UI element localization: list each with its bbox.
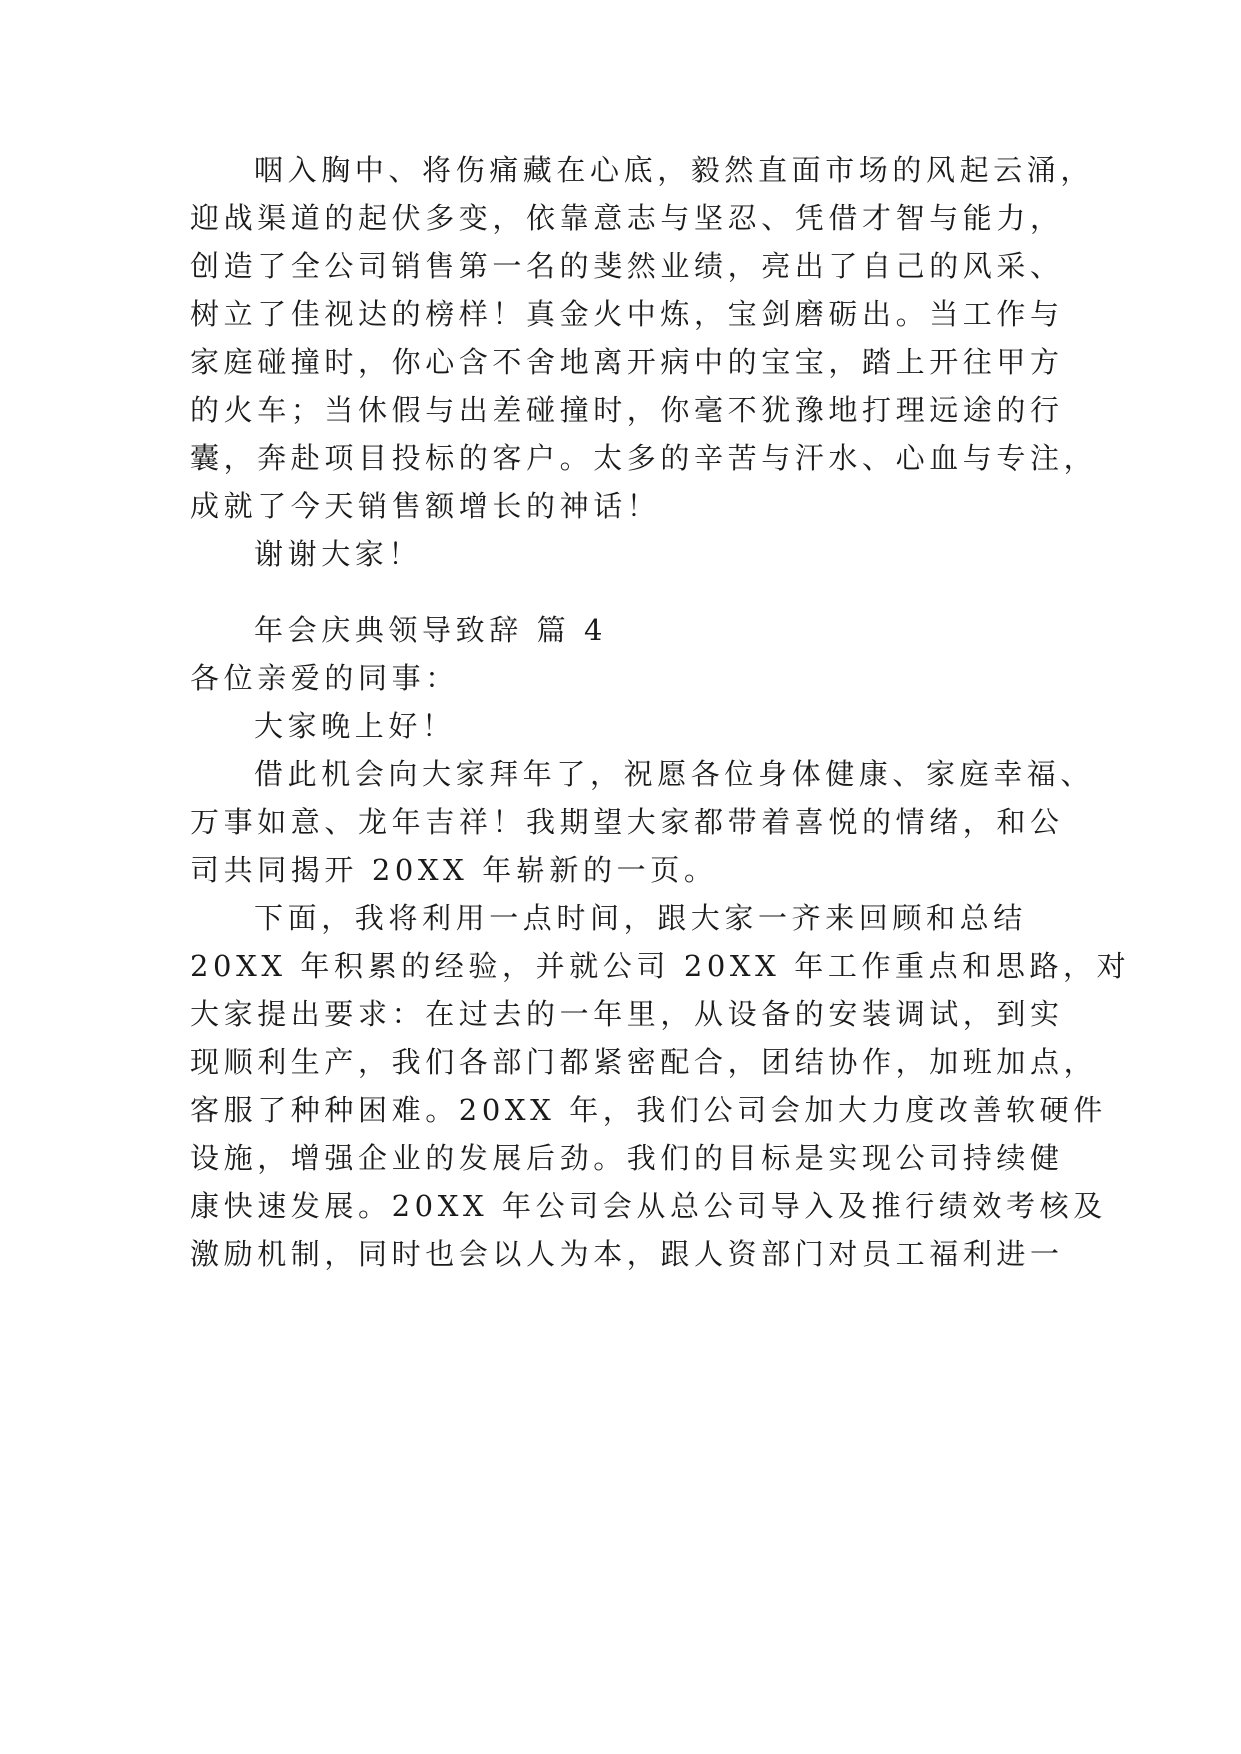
section-title: 年会庆典领导致辞 篇 4 <box>254 613 608 647</box>
paragraph-line: 树立了佳视达的榜样！真金火中炼，宝剑磨砺出。当工作与 <box>190 297 1064 331</box>
paragraph-line: 客服了种种困难。20XX 年，我们公司会加大力度改善软硬件 <box>190 1093 1107 1127</box>
paragraph-line: 大家提出要求：在过去的一年里，从设备的安装调试，到实 <box>190 997 1064 1031</box>
greeting: 大家晚上好！ <box>254 709 456 743</box>
paragraph-line: 借此机会向大家拜年了，祝愿各位身体健康、家庭幸福、 <box>254 757 1095 791</box>
paragraph-line: 现顺利生产，我们各部门都紧密配合，团结协作，加班加点， <box>190 1045 1098 1079</box>
salutation: 各位亲爱的同事： <box>190 661 459 695</box>
paragraph-line: 的火车；当休假与出差碰撞时，你毫不犹豫地打理远途的行 <box>190 393 1064 427</box>
paragraph-line: 万事如意、龙年吉祥！我期望大家都带着喜悦的情绪，和公 <box>190 805 1064 839</box>
paragraph-line: 激励机制，同时也会以人为本，跟人资部门对员工福利进一 <box>190 1237 1064 1271</box>
paragraph-line: 司共同揭开 20XX 年崭新的一页。 <box>190 853 718 887</box>
paragraph-line: 咽入胸中、将伤痛藏在心底，毅然直面市场的风起云涌， <box>254 153 1095 187</box>
paragraph-line: 20XX 年积累的经验，并就公司 20XX 年工作重点和思路，对 <box>190 949 1131 983</box>
paragraph-line: 康快速发展。20XX 年公司会从总公司导入及推行绩效考核及 <box>190 1189 1107 1223</box>
paragraph-line: 囊，奔赴项目投标的客户。太多的辛苦与汗水、心血与专注， <box>190 441 1098 475</box>
paragraph-line: 设施，增强企业的发展后劲。我们的目标是实现公司持续健 <box>190 1141 1064 1175</box>
closing-thanks: 谢谢大家！ <box>254 537 423 571</box>
paragraph-line: 创造了全公司销售第一名的斐然业绩，亮出了自己的风采、 <box>190 249 1064 283</box>
paragraph-line: 成就了今天销售额增长的神话！ <box>190 489 661 523</box>
paragraph-line: 下面，我将利用一点时间，跟大家一齐来回顾和总结 <box>254 901 1027 935</box>
paragraph-line: 迎战渠道的起伏多变，依靠意志与坚忍、凭借才智与能力， <box>190 201 1064 235</box>
paragraph-line: 家庭碰撞时，你心含不舍地离开病中的宝宝，踏上开往甲方 <box>190 345 1064 379</box>
